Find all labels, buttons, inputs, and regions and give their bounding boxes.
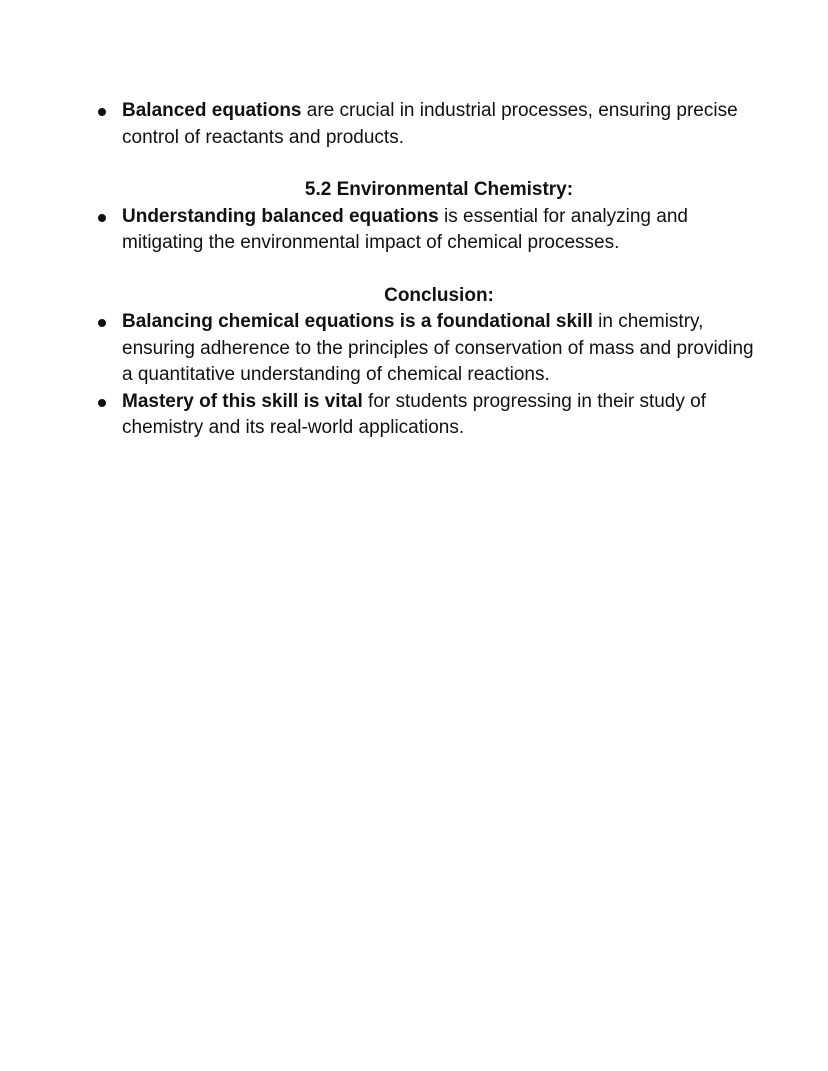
environmental-bullet-list: [96, 204, 756, 257]
bullet-text: are crucial in industrial processes, ensuring precise control of reactants and products.: [122, 100, 738, 148]
bullet-bold-text: Balanced equations: [122, 100, 302, 121]
bullet-icon: [98, 214, 106, 222]
intro-bullet-list: [96, 98, 756, 151]
bullet-text: in chemistry, ensuring adherence to the principles of conservation of mass and providing a quantitative understanding of chemical reactions.: [122, 311, 754, 385]
section-heading-conclusion: Conclusion:: [384, 284, 494, 306]
bullet-icon: [98, 108, 106, 116]
bullet-bold-text: Balancing chemical equations is a foundational skill: [122, 311, 593, 332]
list-item: [96, 389, 756, 442]
bullet-text: for students progressing in their study of chemistry and its real-world applications.: [122, 390, 706, 438]
list-item: [96, 98, 756, 151]
bullet-bold-text: Mastery of this skill is vital: [122, 390, 363, 412]
list-item: [96, 309, 756, 389]
section-heading-environmental: 5.2 Environmental Chemistry:: [304, 179, 574, 200]
bullet-icon: [98, 319, 106, 327]
bullet-bold-text: Understanding balanced equations: [122, 205, 439, 227]
bullet-text: is essential for analyzing and mitigating the environmental impact of chemical processes.: [122, 205, 688, 253]
document-body: [96, 98, 756, 442]
bullet-icon: [98, 399, 106, 407]
list-item: [96, 204, 756, 257]
conclusion-bullet-list: [96, 309, 756, 442]
